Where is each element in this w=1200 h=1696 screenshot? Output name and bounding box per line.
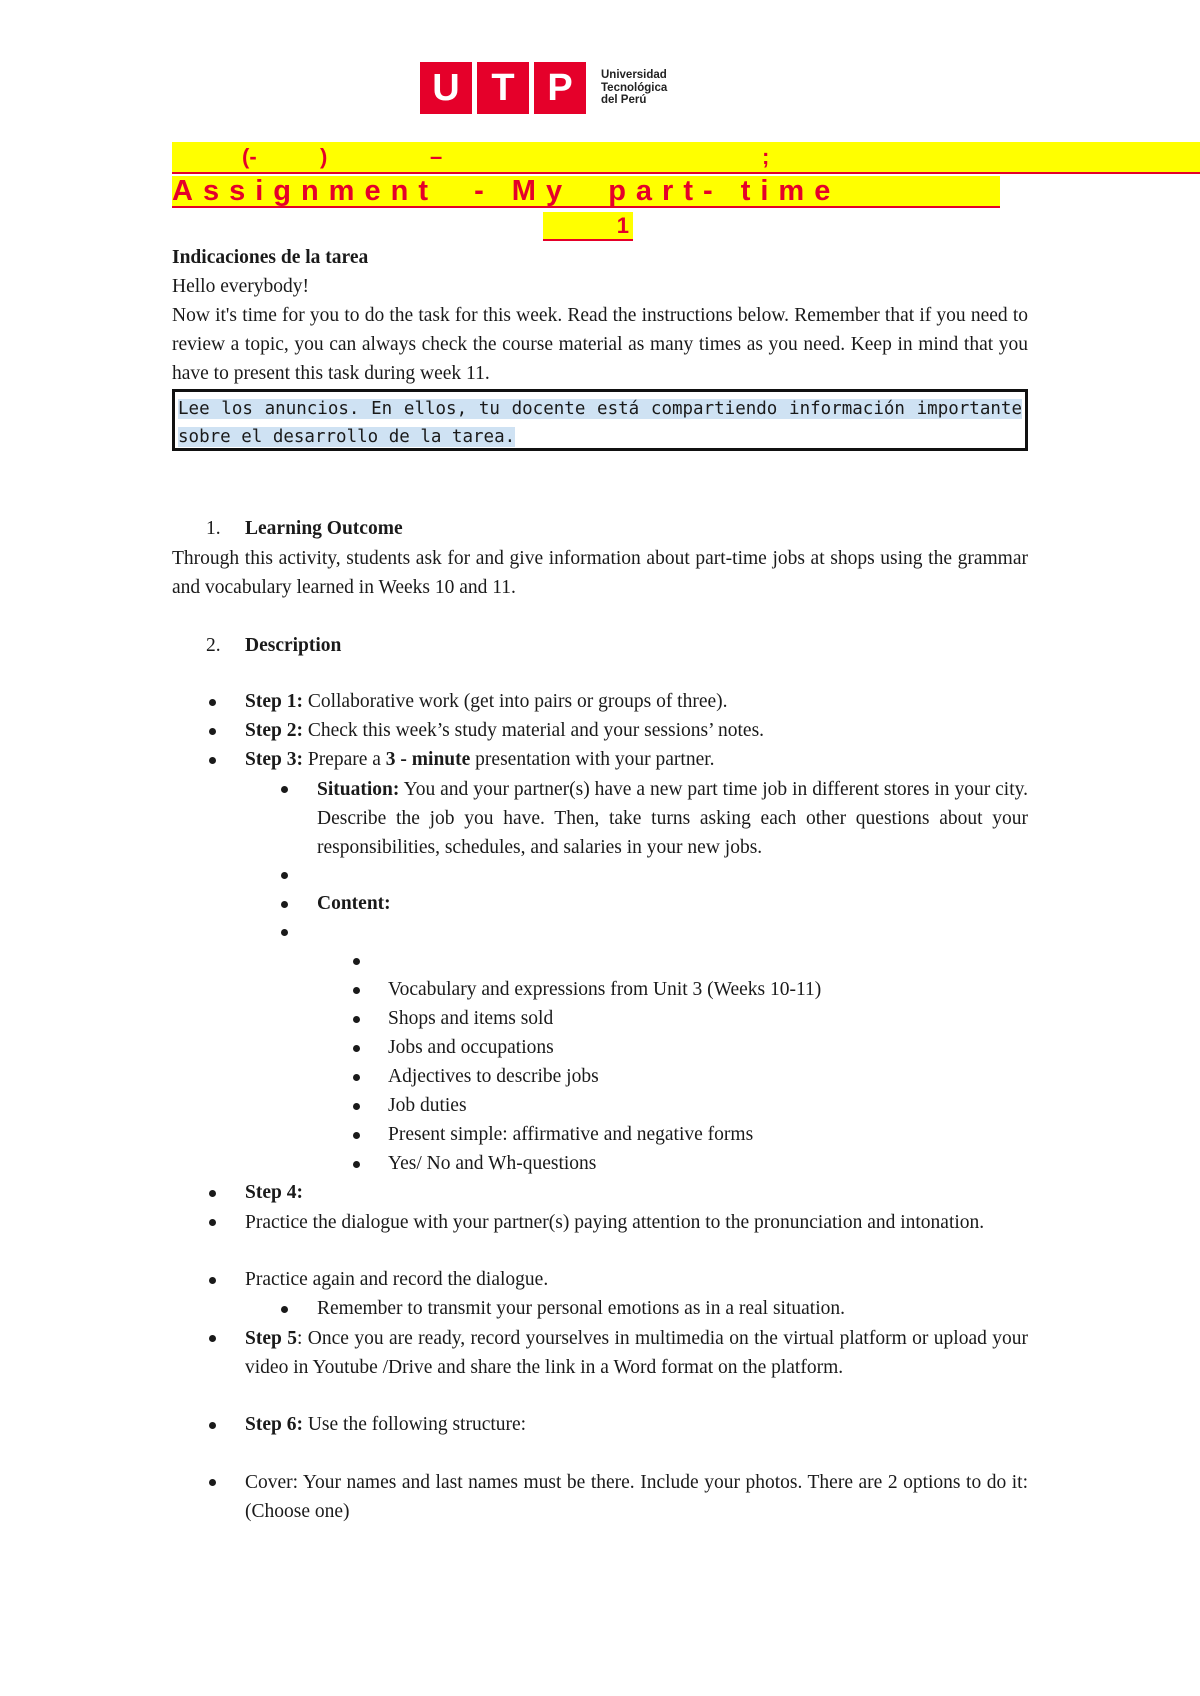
- content-item: Adjectives to describe jobs: [388, 1066, 599, 1087]
- situation-paragraph: [317, 775, 1028, 862]
- title-band-top: [172, 142, 1200, 174]
- cover-text: Cover: Your names and last names must be there. Include your photos. There are 2 options to do it: (Choose one): [245, 1472, 1028, 1522]
- step-5: [245, 1324, 1028, 1382]
- step-5-text: : Once you are ready, record yourselves in multimedia on the virtual platform or upload your video in Youtube /Drive and share the link in a Word format on the platform.: [245, 1328, 1028, 1378]
- learning-outcome-text: Through this activity, students ask for and give information about part-time jobs at shops using the grammar and vocabulary learned in Weeks 10 and 11.: [172, 548, 1028, 598]
- bullet-icon: [281, 872, 288, 879]
- content-item: Shops and items sold: [388, 1008, 554, 1029]
- content-label: Content:: [317, 893, 391, 914]
- bullet-icon: [209, 1277, 216, 1284]
- bullet-icon: [353, 1045, 360, 1052]
- instructions-heading: Indicaciones de la tarea: [172, 247, 369, 268]
- logo-line-1: Universidad: [601, 69, 667, 82]
- logo-line-2: Tecnológica: [601, 81, 668, 94]
- content-item: Vocabulary and expressions from Unit 3 (Weeks 10-11): [388, 979, 822, 1000]
- notice-box: [172, 389, 1028, 451]
- logo-line-3: del Perú: [601, 94, 647, 107]
- bullet-icon: [353, 958, 360, 965]
- bullet-icon: [209, 699, 216, 706]
- bullet-icon: [353, 987, 360, 994]
- notice-text: Lee los anuncios. En ellos, tu docente está compartiendo información importante sobre el desarrollo de la tarea.: [178, 399, 1022, 447]
- logo-letter-p: P: [534, 62, 586, 114]
- bullet-icon: [281, 786, 288, 793]
- section-2-title: Description: [245, 635, 342, 656]
- step-3-text-a: Prepare a: [302, 749, 386, 770]
- content-item: Job duties: [388, 1095, 467, 1116]
- step-6-label: Step 6:: [245, 1414, 303, 1435]
- step-1-text: Collaborative work (get into pairs or groups of three).: [302, 691, 728, 712]
- title-number: 1: [616, 213, 629, 238]
- logo-letter-t: T: [477, 62, 529, 114]
- content-item: Present simple: affirmative and negative forms: [388, 1124, 754, 1145]
- step-5-label: Step 5: [245, 1328, 297, 1349]
- greeting-text: Hello everybody!: [172, 276, 309, 297]
- title-fragment-4: ;: [762, 144, 770, 169]
- bullet-icon: [353, 1132, 360, 1139]
- title-band-number: [543, 212, 633, 241]
- bullet-icon: [281, 901, 288, 908]
- instructions-paragraph: Now it's time for you to do the task for this week. Read the instructions below. Remember that if you need to review a topic, you can always check the course material as many times as you need. Keep in mind that you have to present this task during week 11.: [172, 305, 1028, 384]
- logo-wordmark: [601, 69, 667, 107]
- title-fragment-1: (-: [242, 144, 257, 169]
- step-3-duration: 3 - minute: [385, 749, 471, 770]
- situation-text: You and your partner(s) have a new part time job in different stores in your city. Describe the job you have. Then, take turns asking each other questions about your responsibilities, schedules, and salaries in your new jobs.: [317, 779, 1028, 858]
- bullet-icon: [209, 1479, 216, 1486]
- bullet-icon: [209, 728, 216, 735]
- section-1-title: Learning Outcome: [245, 518, 403, 539]
- bullet-icon: [353, 1161, 360, 1168]
- section-2-number: 2.: [206, 635, 221, 656]
- title-fragment-3: –: [430, 144, 443, 169]
- step-1-label: Step 1:: [245, 691, 303, 712]
- logo-letter-u: U: [420, 62, 472, 114]
- situation-label: Situation:: [317, 779, 400, 800]
- bullet-icon: [209, 1335, 216, 1342]
- practice-dialogue-text: Practice the dialogue with your partner(s) paying attention to the pronunciation and intonation.: [245, 1212, 985, 1233]
- step-3-label: Step 3:: [245, 749, 303, 770]
- step-3: [245, 746, 715, 774]
- step-1: [245, 688, 728, 716]
- practice-record-text: Practice again and record the dialogue.: [245, 1269, 549, 1290]
- content-item: Yes/ No and Wh-questions: [388, 1153, 597, 1174]
- step-2: [245, 717, 764, 745]
- step-2-label: Step 2:: [245, 720, 303, 741]
- step-6: [245, 1411, 526, 1439]
- step-3-text-b: presentation with your partner.: [470, 749, 715, 770]
- step-6-text: Use the following structure:: [302, 1414, 527, 1435]
- bullet-icon: [281, 929, 288, 936]
- step-4-label: Step 4:: [245, 1182, 303, 1203]
- remember-text: Remember to transmit your personal emotions as in a real situation.: [317, 1298, 846, 1319]
- bullet-icon: [281, 1306, 288, 1313]
- bullet-icon: [209, 1422, 216, 1429]
- step-2-text: Check this week’s study material and your sessions’ notes.: [302, 720, 765, 741]
- section-1-number: 1.: [206, 518, 221, 539]
- bullet-icon: [209, 757, 216, 764]
- bullet-icon: [353, 1016, 360, 1023]
- utp-logo: [420, 62, 667, 114]
- title-fragment-2: ): [320, 144, 328, 169]
- bullet-icon: [209, 1190, 216, 1197]
- bullet-icon: [209, 1219, 216, 1226]
- assignment-title: Assignment - My part- time: [172, 176, 1000, 208]
- bullet-icon: [353, 1074, 360, 1081]
- content-item: Jobs and occupations: [388, 1037, 554, 1058]
- bullet-icon: [353, 1103, 360, 1110]
